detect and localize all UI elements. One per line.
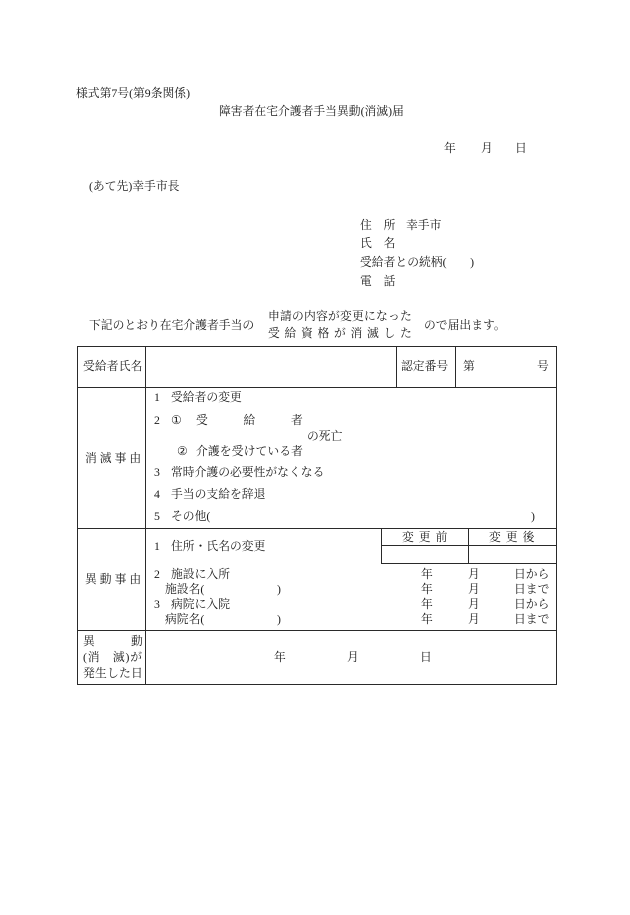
form-number: 様式第7号(第9条関係) [76,86,191,100]
extinction-item-number: 1 [154,390,160,404]
extinction-item-number: 4 [154,487,160,501]
extinction-subitem-care-receiver: 介護を受けている者 [196,444,304,458]
change-subtable-rule-bottom [381,563,556,564]
period-year-label: 年 [421,597,433,611]
statement-prefix: 下記のとおり在宅介護者手当の [89,318,255,332]
change-after-value-cell [469,546,556,563]
certification-number-suffix: 号 [537,359,549,373]
extinction-item-other-close: ) [531,509,535,523]
table-rule-cert-right [455,346,456,387]
extinction-subitem-recipient: 受給者 [196,413,339,427]
change-before-value-cell [382,546,468,563]
table-rule-bottom [77,684,557,685]
table-rule-right [556,346,557,685]
extinction-reason-label: 消滅事由 [85,451,145,465]
extinction-item-declined: 手当の支給を辞退 [171,487,266,501]
recipient-name-label: 受給者氏名 [83,359,143,373]
table-rule-row1 [77,387,557,388]
period-year-label: 年 [421,567,433,581]
period-day-until-label: 日まで [514,582,550,596]
facility-name-close: ) [277,582,281,596]
extinction-subitem-mark: ② [177,444,188,458]
address-label: 住 所 [360,218,396,232]
change-item-address-name: 住所・氏名の変更 [171,539,266,553]
extinction-subitem-mark: ① [171,413,182,427]
occurrence-month-label: 月 [347,650,359,664]
change-item-number: 3 [154,597,160,611]
statement-option-change: 申請の内容が変更になった [268,309,412,323]
form-title: 障害者在宅介護者手当異動(消滅)届 [219,104,404,118]
period-year-label: 年 [421,612,433,626]
table-rule-cert-left [396,346,397,387]
extinction-subitem-death-suffix: の死亡 [307,429,343,443]
submission-date-month-label: 月 [481,141,493,155]
hospital-name-label: 病院名( [165,612,205,626]
extinction-item-recipient-change: 受給者の変更 [171,390,242,404]
phone-label: 電 話 [360,274,396,288]
occurrence-year-label: 年 [274,650,286,664]
extinction-item-number: 5 [154,509,160,523]
change-item-hospital-admission: 病院に入院 [171,597,230,611]
extinction-item-number: 2 [154,413,160,427]
change-after-header: 変更後 [489,530,540,544]
addressee: (あて先)幸手市長 [89,179,180,193]
name-label: 氏 名 [360,236,396,250]
change-before-header: 変更前 [402,530,453,544]
submission-date-day-label: 日 [515,141,527,155]
statement-option-extinction: 受給資格が消滅した [268,326,417,340]
occurrence-label-line: 発生した日 [83,666,143,680]
period-month-label: 月 [468,582,480,596]
change-item-facility-admission: 施設に入所 [171,567,230,581]
period-day-from-label: 日から [514,567,550,581]
period-month-label: 月 [468,612,480,626]
table-rule-row3 [77,630,557,631]
table-rule-left [77,346,78,685]
occurrence-day-label: 日 [420,650,432,664]
extinction-item-number: 3 [154,465,160,479]
certification-number-label: 認定番号 [401,359,449,373]
extinction-item-no-longer-needed: 常時介護の必要性がなくなる [171,465,325,479]
change-item-number: 1 [154,539,160,553]
recipient-name-field [146,347,396,387]
extinction-item-other: その他( [171,509,211,523]
change-reason-label: 異動事由 [85,572,145,586]
change-item-number: 2 [154,567,160,581]
period-day-from-label: 日から [514,597,550,611]
statement-suffix: ので届出ます。 [424,318,506,332]
period-month-label: 月 [468,597,480,611]
address-value: 幸手市 [406,218,442,232]
period-day-until-label: 日まで [514,612,550,626]
table-rule-row2 [77,528,557,529]
certification-number-prefix: 第 [463,359,475,373]
period-year-label: 年 [421,582,433,596]
submission-date-year-label: 年 [444,141,456,155]
period-month-label: 月 [468,567,480,581]
facility-name-label: 施設名( [165,582,205,596]
occurrence-label-line: 異 動 [83,634,147,648]
occurrence-label-line: (消 滅)が [83,650,143,664]
hospital-name-close: ) [277,612,281,626]
relationship-label: 受給者との続柄( ) [360,255,475,269]
